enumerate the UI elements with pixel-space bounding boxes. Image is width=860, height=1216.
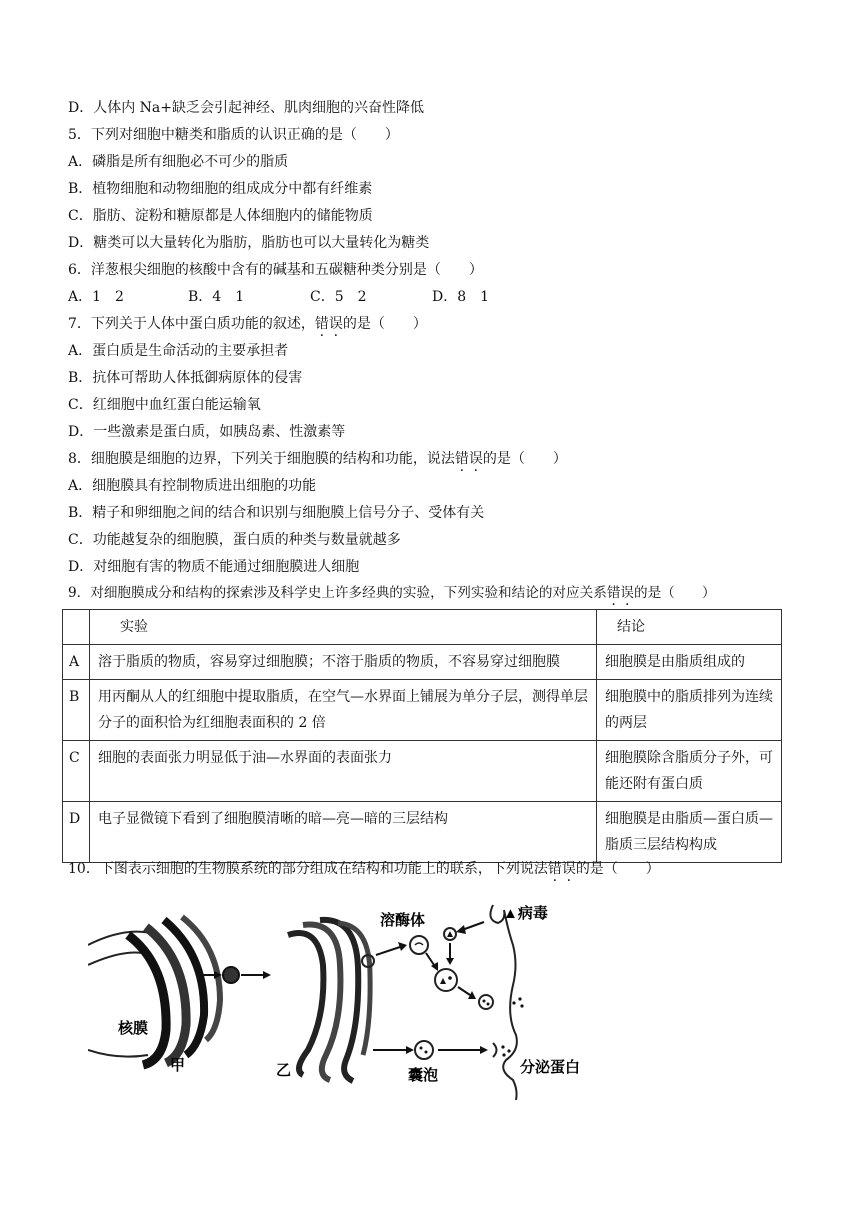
emphasis-char: 错 bbox=[314, 316, 329, 332]
label-vesicle: 囊泡 bbox=[408, 1067, 439, 1084]
emphasis-char: 误 bbox=[561, 861, 576, 877]
question-6: 6．洋葱根尖细胞的核酸中含有的碱基和五碳糖种类分别是（ ） bbox=[68, 262, 483, 278]
residual-body bbox=[479, 995, 493, 1009]
secretory-dot bbox=[501, 1045, 504, 1048]
arrowhead bbox=[406, 1046, 414, 1054]
label-lysosome: 溶酶体 bbox=[380, 912, 426, 929]
nuclear-membrane-arc bbox=[88, 953, 150, 965]
emphasis-char: 错 bbox=[547, 861, 562, 877]
protein-dot bbox=[420, 1047, 423, 1050]
table-row bbox=[63, 680, 782, 741]
fusing-vesicle bbox=[493, 1043, 497, 1057]
lysosome-content bbox=[415, 943, 423, 945]
exocytosis-dot bbox=[512, 1001, 515, 1004]
row-key: B bbox=[63, 680, 90, 741]
secretory-dot bbox=[507, 1049, 510, 1052]
table-row bbox=[63, 802, 782, 863]
arrow bbox=[458, 987, 470, 995]
row-conclusion: 细胞膜是由脂质—蛋白质—脂质三层结构构成 bbox=[597, 802, 782, 863]
option-5c: C．脂肪、淀粉和糖原都是人体细胞内的储能物质 bbox=[68, 208, 373, 224]
emphasis-char: 错 bbox=[454, 451, 469, 467]
table-row bbox=[63, 645, 782, 680]
question-8: 8．细胞膜是细胞的边界，下列关于细胞膜的结构和功能，说法错误的是（ ） bbox=[68, 451, 567, 467]
table-header-cell: 实验 bbox=[90, 610, 597, 645]
table-row bbox=[63, 741, 782, 802]
table-header-row bbox=[63, 610, 782, 645]
arrow bbox=[462, 922, 484, 930]
question-7: 7．下列关于人体中蛋白质功能的叙述，错误的是（ ） bbox=[68, 316, 427, 332]
option-6a: A．1 2 bbox=[68, 289, 124, 305]
option-8d: D．对细胞有害的物质不能通过细胞膜进人细胞 bbox=[68, 559, 360, 575]
label-nuclear-membrane: 核膜 bbox=[118, 1020, 149, 1037]
row-experiment: 溶于脂质的物质，容易穿过细胞膜；不溶于脂质的物质，不容易穿过细胞膜 bbox=[90, 645, 597, 680]
row-key: D bbox=[63, 802, 90, 863]
question-9: 9．对细胞膜成分和结构的探索涉及科学史上许多经典的实验，下列实验和结论的对应关系错误的是（ ） bbox=[68, 585, 716, 601]
row-key: A bbox=[63, 645, 90, 680]
exocytosis-dot bbox=[520, 1004, 523, 1007]
option-8c: C．功能越复杂的细胞膜，蛋白质的种类与数量就越多 bbox=[68, 532, 401, 548]
arrowhead bbox=[480, 1046, 488, 1054]
row-experiment: 用丙酮从人的红细胞中提取脂质，在空气—水界面上铺展为单分子层，测得单层分子的面积恰为红细胞表面积的 2 倍 bbox=[90, 680, 597, 741]
options-6 bbox=[68, 287, 489, 307]
question-10: 10．下图表示细胞的生物膜系统的部分组成在结构和功能上的联系，下列说法错误的是（ ） bbox=[68, 861, 660, 877]
option-5b: B．植物细胞和动物细胞的组成成分中都有纤维素 bbox=[68, 181, 373, 197]
option-7a: A．蛋白质是生命活动的主要承担者 bbox=[68, 343, 289, 359]
row-conclusion: 细胞膜除含脂质分子外，可能还附有蛋白质 bbox=[597, 741, 782, 802]
exocytosis-dot bbox=[518, 997, 521, 1000]
option-4d: D．人体内 Na+缺乏会引起神经、肌肉细胞的兴奋性降低 bbox=[68, 100, 425, 116]
arrow bbox=[426, 953, 434, 965]
table-header-cell bbox=[63, 610, 90, 645]
emphasis-char: 误 bbox=[468, 451, 483, 467]
enzyme-dot bbox=[487, 1003, 490, 1006]
arrow bbox=[376, 947, 400, 955]
nuclear-membrane-arc bbox=[88, 1050, 148, 1057]
emphasis-char: 错 bbox=[606, 585, 621, 601]
arrowhead bbox=[456, 925, 466, 934]
label-virus: ▲病毒 bbox=[503, 905, 548, 922]
golgi-cisterna bbox=[288, 933, 323, 1075]
arrowhead bbox=[263, 971, 271, 979]
label-secretory-protein: 分泌蛋白 bbox=[520, 1059, 581, 1076]
transport-vesicle bbox=[223, 967, 239, 983]
row-experiment: 电子显微镜下看到了细胞膜清晰的暗—亮—暗的三层结构 bbox=[90, 802, 597, 863]
lysosome bbox=[410, 936, 428, 954]
label-yi: 乙 bbox=[276, 1062, 292, 1079]
row-conclusion: 细胞膜是由脂质组成的 bbox=[597, 645, 782, 680]
option-6c: C．5 2 bbox=[310, 289, 367, 305]
er-stack bbox=[128, 935, 166, 1065]
row-key: C bbox=[63, 741, 90, 802]
row-experiment: 细胞的表面张力明显低于油—水界面的表面张力 bbox=[90, 741, 597, 802]
table-header-cell: 结论 bbox=[597, 610, 782, 645]
option-7c: C．红细胞中血红蛋白能运输氧 bbox=[68, 397, 261, 413]
option-5a: A．磷脂是所有细胞必不可少的脂质 bbox=[68, 154, 289, 170]
emphasis-char: 误 bbox=[328, 316, 343, 332]
vesicle bbox=[415, 1041, 433, 1059]
label-jia: 甲 bbox=[170, 1057, 186, 1074]
secretory-dot bbox=[502, 1053, 505, 1056]
option-8a: A．细胞膜具有控制物质进出细胞的功能 bbox=[68, 478, 317, 494]
option-5d: D．糖类可以大量转化为脂肪，脂肪也可以大量转化为糖类 bbox=[68, 235, 430, 251]
secondary-lysosome bbox=[435, 969, 457, 991]
membrane-system-figure bbox=[88, 885, 608, 1100]
virus-icon bbox=[440, 978, 446, 984]
option-7d: D．一些激素是蛋白质，如胰岛素、性激素等 bbox=[68, 424, 346, 440]
question-5: 5．下列对细胞中糖类和脂质的认识正确的是（ ） bbox=[68, 127, 399, 143]
enzyme-dot bbox=[448, 976, 452, 980]
arrowhead bbox=[446, 958, 454, 965]
option-6b: B．4 1 bbox=[188, 289, 245, 305]
option-6d: D．8 1 bbox=[432, 289, 490, 305]
row-conclusion: 细胞膜中的脂质排列为连续的两层 bbox=[597, 680, 782, 741]
protein-dot bbox=[425, 1051, 428, 1054]
option-7b: B．抗体可帮助人体抵御病原体的侵害 bbox=[68, 370, 303, 386]
experiment-table bbox=[62, 609, 782, 863]
emphasis-char: 误 bbox=[620, 585, 634, 601]
enzyme-dot bbox=[483, 1000, 486, 1003]
virus-icon bbox=[447, 931, 453, 937]
option-8b: B．精子和卵细胞之间的结合和识别与细胞膜上信号分子、受体有关 bbox=[68, 505, 485, 521]
